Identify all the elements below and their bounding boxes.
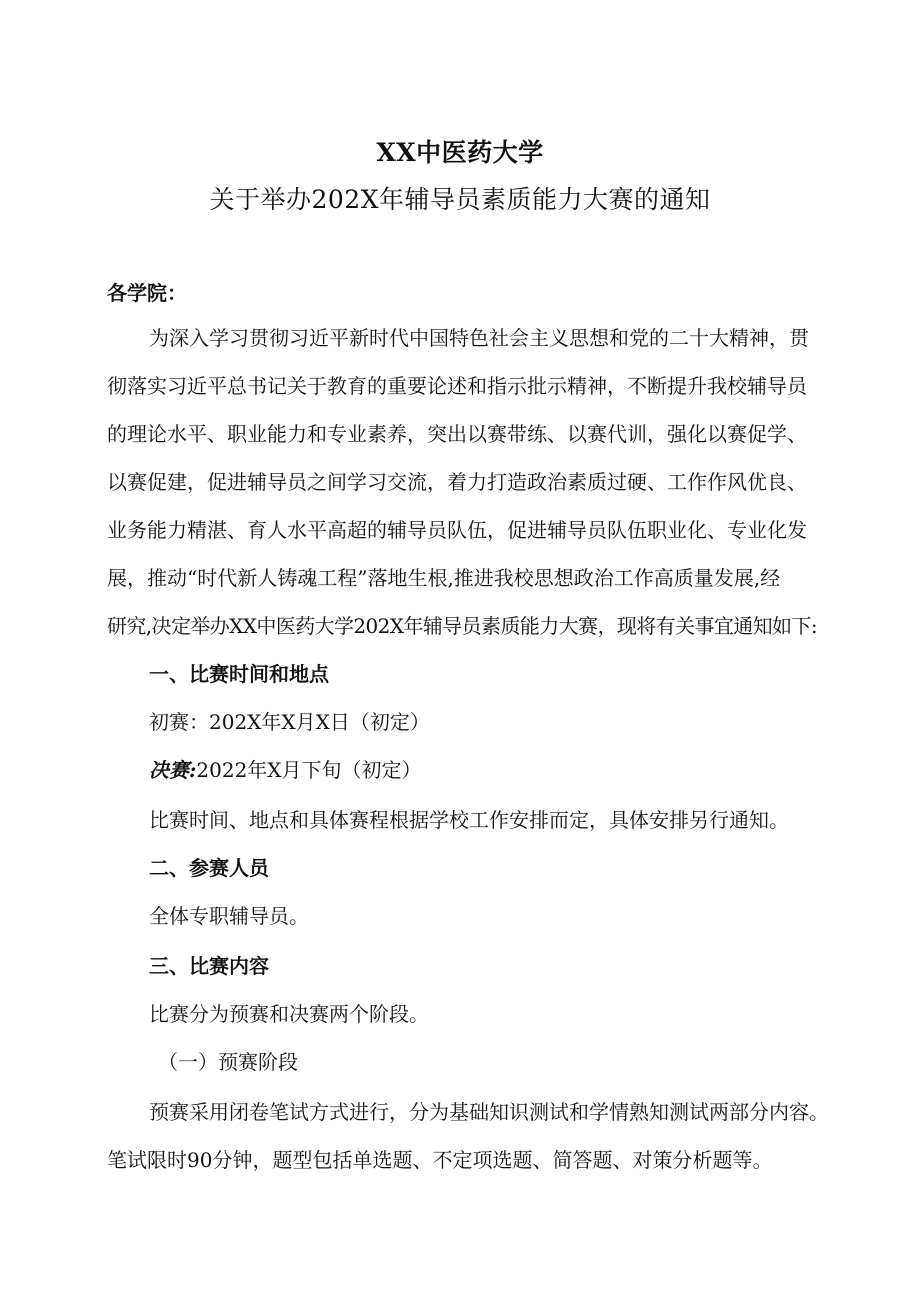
intro-paragraph-line: 的理论水平、职业能力和专业素养，突出以赛带练、以赛代训，强化以赛促学、 (107, 422, 807, 446)
section-heading-participants: 二、参赛人员 (149, 856, 269, 880)
prelim-description-line: 笔试限时90分钟，题型包括单选题、不定项选题、简答题、对策分析题等。 (107, 1148, 773, 1172)
content-intro: 比赛分为预赛和决赛两个阶段。 (149, 1002, 429, 1026)
prelim-description-line: 预赛采用闭卷笔试方式进行，分为基础知识测试和学情熟知测试两部分内容。 (149, 1100, 829, 1124)
final-date-row (149, 756, 422, 784)
salutation: 各学院： (107, 281, 187, 305)
intro-paragraph-line: 以赛促建，促进辅导员之间学习交流，着力打造政治素质过硬、工作作风优良、 (107, 470, 807, 494)
document-title-notice: 关于举办202X年辅导员素质能力大赛的通知 (209, 185, 711, 214)
section-heading-time-place: 一、比赛时间和地点 (149, 662, 329, 686)
intro-paragraph-line: 研究,决定举办XX中医药大学202X年辅导员素质能力大赛，现将有关事宜通知如下: (107, 614, 817, 638)
schedule-note: 比赛时间、地点和具体赛程根据学校工作安排而定，具体安排另行通知。 (149, 808, 789, 832)
final-date: 2022年X月下旬（初定） (196, 758, 422, 782)
participants-text: 全体专职辅导员。 (149, 904, 309, 928)
section-heading-content: 三、比赛内容 (149, 954, 269, 978)
subsection-heading-prelim: （一）预赛阶段 (158, 1050, 298, 1074)
prelim-date: 初赛：202X年X月X日（初定） (149, 710, 430, 734)
intro-paragraph-line: 业务能力精湛、育人水平高超的辅导员队伍，促进辅导员队伍职业化、专业化发 (107, 518, 807, 542)
intro-paragraph-line: 彻落实习近平总书记关于教育的重要论述和指示批示精神，不断提升我校辅导员 (107, 374, 807, 398)
intro-paragraph-line: 为深入学习贯彻习近平新时代中国特色社会主义思想和党的二十大精神，贯 (149, 326, 809, 350)
final-label: 决赛: (149, 758, 197, 782)
intro-paragraph-line: 展，推动“时代新人铸魂工程”落地生根,推进我校思想政治工作高质量发展,经 (107, 566, 781, 590)
document-title-school: XX中医药大学 (376, 138, 544, 167)
